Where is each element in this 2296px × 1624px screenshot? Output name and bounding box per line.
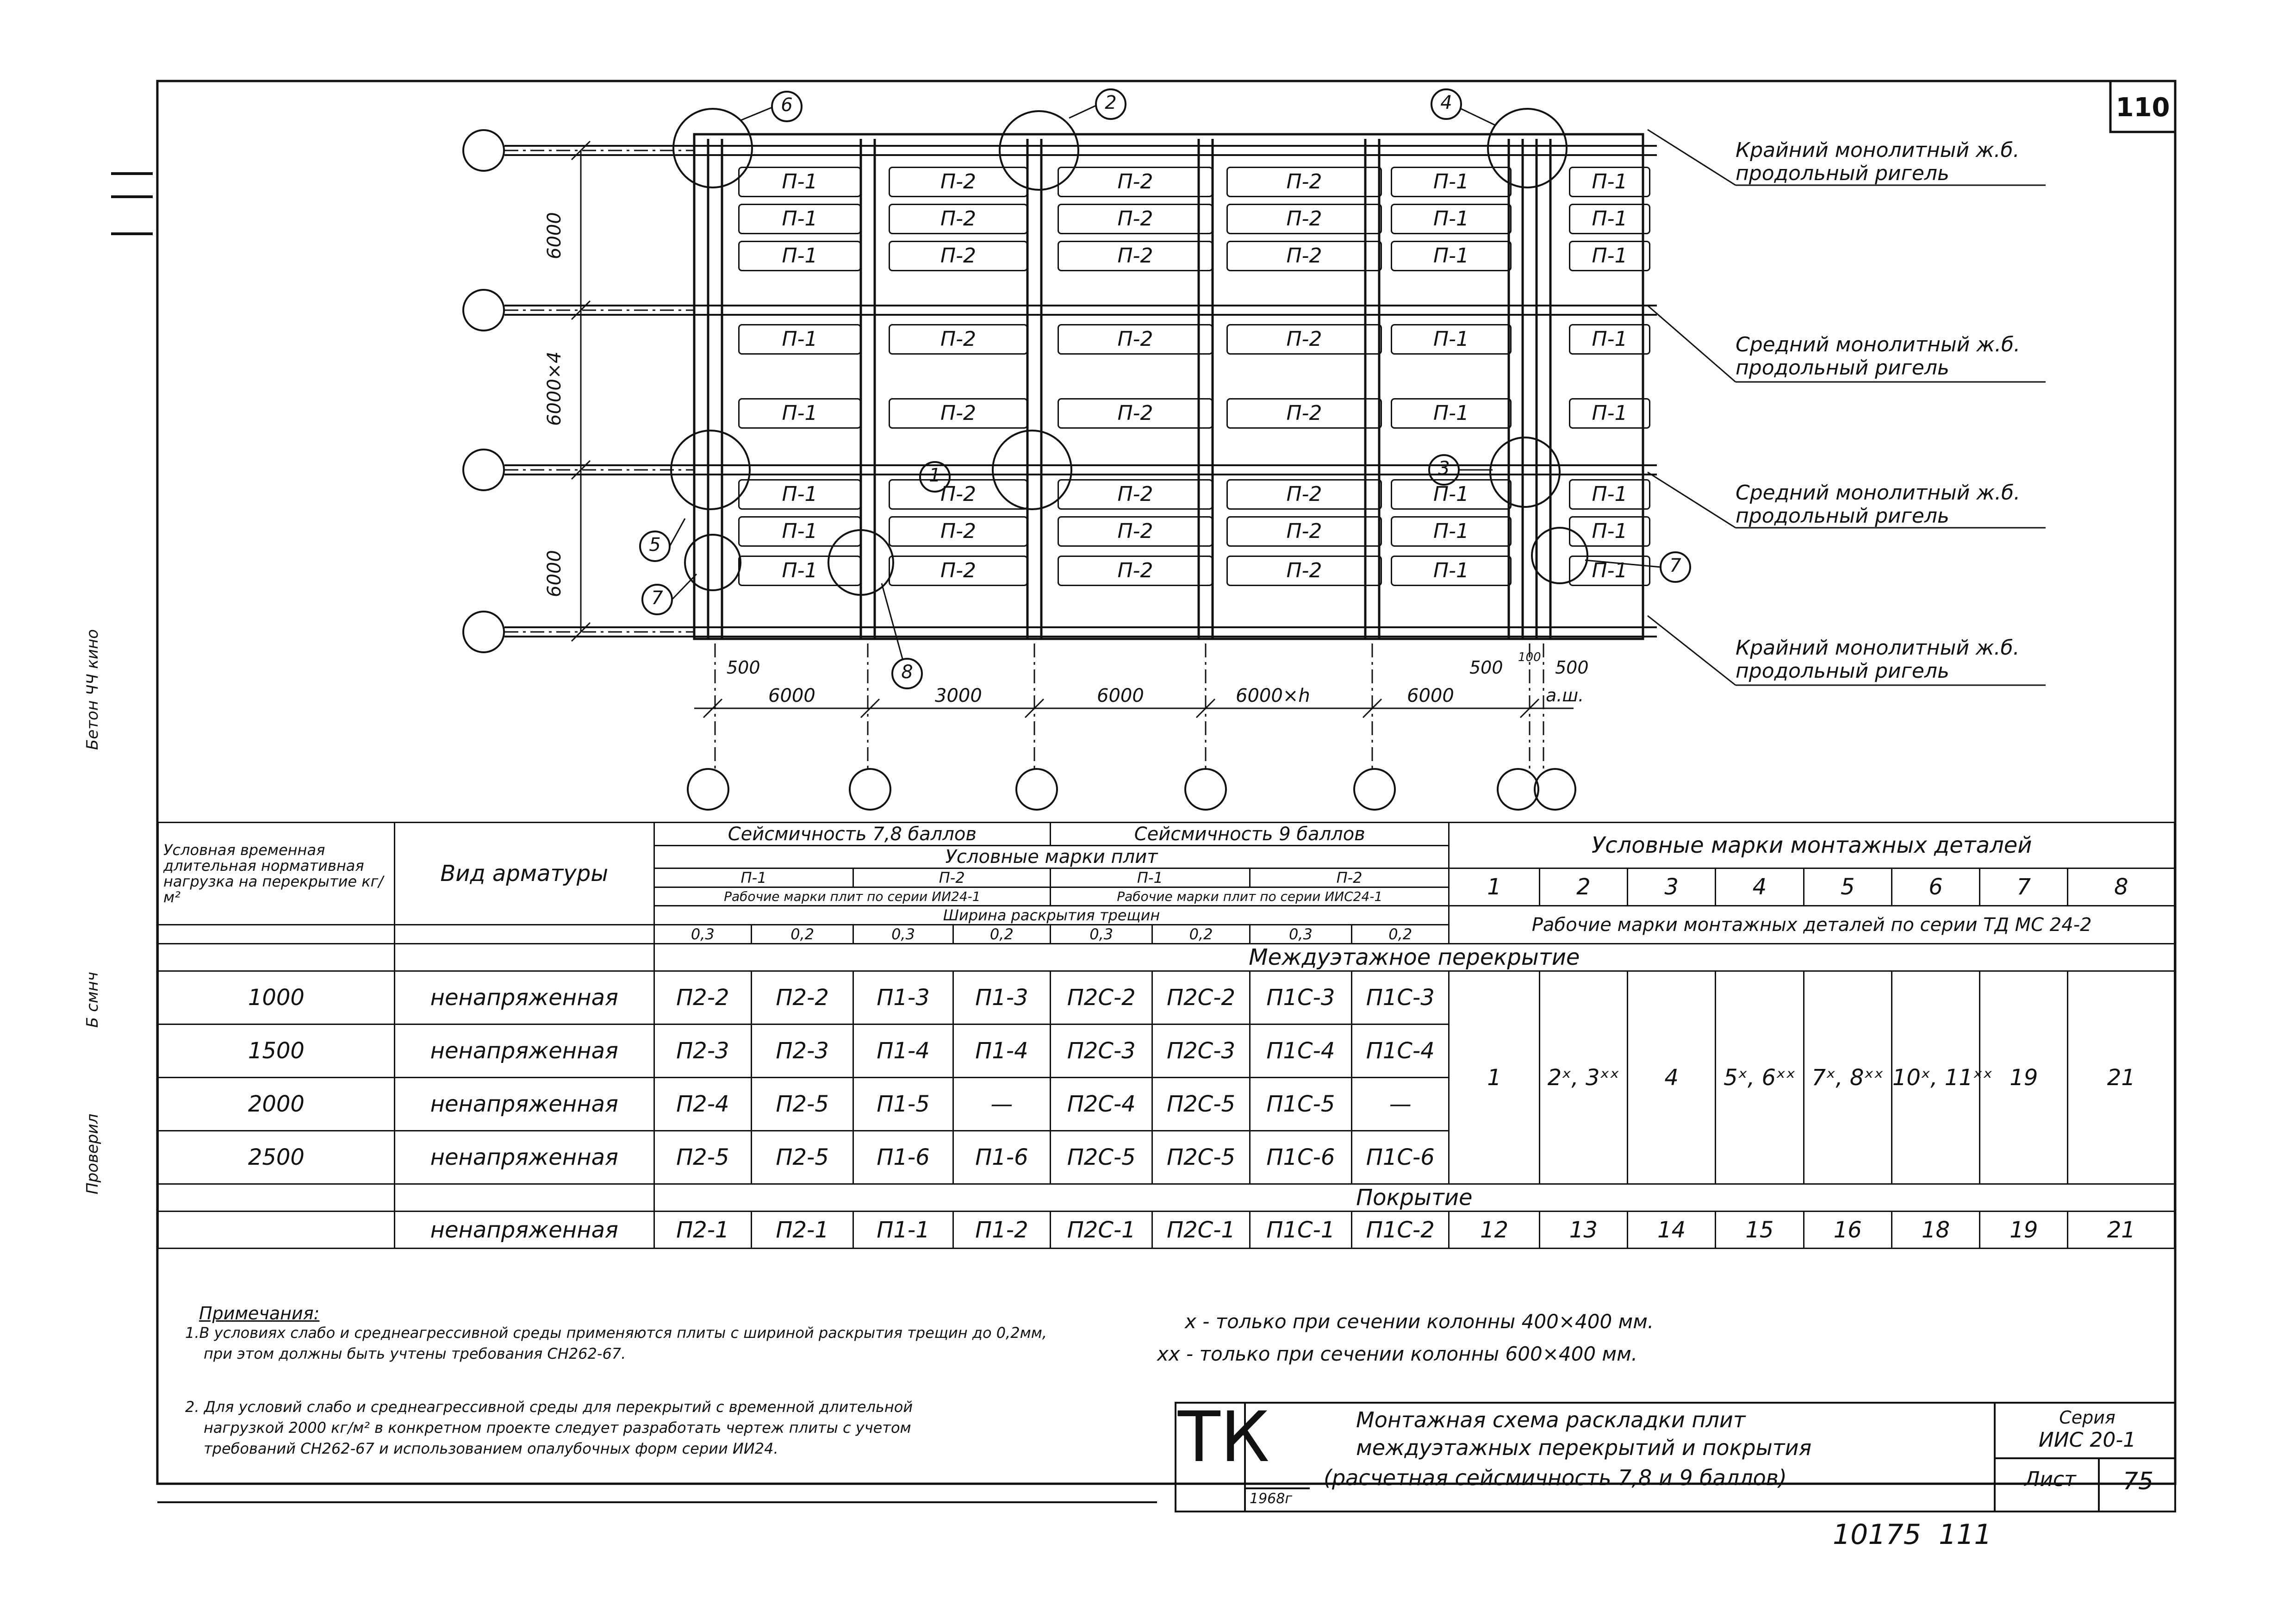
mount-mark: 12: [1449, 1212, 1539, 1249]
slab-mark: П1-6: [953, 1131, 1050, 1184]
header-seismic-9: Сейсмичность 9 баллов: [1051, 823, 1449, 846]
crack-value: 0,2: [752, 925, 853, 944]
mount-num: 3: [1627, 868, 1715, 906]
mount-mark: 15: [1716, 1212, 1804, 1249]
slab-mark: —: [953, 1078, 1050, 1131]
section-roof: Покрытие: [654, 1184, 2174, 1212]
floor-panel: П-1: [1569, 167, 1650, 197]
floor-panel: П-2: [889, 479, 1028, 510]
slab-mark: —: [1352, 1078, 1449, 1131]
load-value: 2000: [158, 1078, 395, 1131]
slab-mark: П1С-6: [1250, 1131, 1351, 1184]
dimension-label: 6000: [768, 685, 815, 706]
crack-value: 0,3: [1051, 925, 1152, 944]
crack-value: 0,3: [654, 925, 751, 944]
mount-num: 4: [1716, 868, 1804, 906]
floor-panel: П-2: [1226, 516, 1382, 547]
load-value: 2500: [158, 1131, 395, 1184]
titleblock-title-3: (расчетная сейсмичность 7,8 и 9 баллов): [1324, 1465, 1787, 1490]
header-p2: П-2: [853, 868, 1051, 887]
mount-mark: 2ˣ, 3ˣˣ: [1539, 971, 1627, 1184]
mount-mark: 7ˣ, 8ˣˣ: [1804, 971, 1892, 1184]
sheet-corner-number: 110: [2116, 93, 2170, 123]
slab-mark: П1С-3: [1250, 971, 1351, 1024]
tk-logo: ТК: [1178, 1397, 1270, 1478]
floor-panel: П-2: [889, 167, 1028, 197]
dimension-label: а.ш.: [1546, 685, 1584, 706]
header-seismic-78: Сейсмичность 7,8 баллов: [654, 823, 1050, 846]
floor-panel: П-1: [738, 479, 861, 510]
side-stamp-1: Бетон ЧЧ кино: [83, 629, 102, 750]
slab-mark: П1С-2: [1352, 1212, 1449, 1249]
header-p1-seis: П-1: [1051, 868, 1250, 887]
mount-num: 2: [1539, 868, 1627, 906]
crack-value: 0,2: [953, 925, 1050, 944]
floor-panel: П-1: [1391, 398, 1512, 429]
header-load: Условная временная длительная нормативная нагрузка на перекрытие кг/м²: [158, 823, 395, 925]
header-p1: П-1: [654, 868, 853, 887]
crack-value: 0,3: [853, 925, 953, 944]
mount-mark: 21: [2068, 1212, 2175, 1249]
dimension-label: 500: [1469, 657, 1503, 678]
slab-mark: П1С-3: [1352, 971, 1449, 1024]
floor-panel: П-2: [1058, 556, 1213, 586]
header-p2-seis: П-2: [1250, 868, 1449, 887]
header-crack-width: Ширина раскрытия трещин: [654, 906, 1449, 925]
slab-mark: П2С-5: [1152, 1078, 1250, 1131]
series-label: Серия: [2059, 1407, 2116, 1428]
floor-panel: П-2: [1058, 479, 1213, 510]
dimension-label: 500: [727, 657, 760, 678]
crack-spacer: [394, 925, 654, 944]
floor-panel: П-1: [1569, 556, 1650, 586]
floor-panel: П-1: [1391, 556, 1512, 586]
callout-number: 6: [781, 94, 793, 116]
slab-mark: П1С-4: [1250, 1024, 1351, 1078]
slab-mark: П2-1: [752, 1212, 853, 1249]
floor-panel: П-1: [738, 167, 861, 197]
floor-panel: П-2: [1226, 556, 1382, 586]
slab-mark: П1С-6: [1352, 1131, 1449, 1184]
slab-mark: П2С-3: [1051, 1024, 1152, 1078]
slab-mark: П2С-5: [1152, 1131, 1250, 1184]
roof-load-empty: [158, 1212, 395, 1249]
slab-mark: П2С-4: [1051, 1078, 1152, 1131]
floor-panel: П-1: [1391, 516, 1512, 547]
armature-type: ненапряженная: [394, 1078, 654, 1131]
slab-mark: П1С-4: [1352, 1024, 1449, 1078]
floor-panel: П-1: [1391, 241, 1512, 271]
callout-number: 4: [1440, 92, 1452, 113]
side-stamp-3: Проверил: [83, 1113, 102, 1194]
slab-mark: П1-4: [853, 1024, 953, 1078]
slab-mark: П2-5: [654, 1131, 751, 1184]
slab-mark: П1С-1: [1250, 1212, 1351, 1249]
slab-mark: П2-5: [752, 1131, 853, 1184]
floor-panel: П-2: [889, 241, 1028, 271]
slab-mark: П1-1: [853, 1212, 953, 1249]
dimension-label: 3000: [935, 685, 982, 706]
leader-label-edge-bottom: Крайний монолитный ж.б. продольный ригель: [1736, 636, 2020, 683]
floor-panel: П-2: [1226, 324, 1382, 355]
notes-title: Примечания:: [199, 1303, 320, 1324]
section-floor: Междуэтажное перекрытие: [654, 944, 2174, 971]
section-spacer: [158, 1184, 395, 1212]
crack-value: 0,2: [1352, 925, 1449, 944]
spec-table: [157, 822, 2175, 1249]
mount-mark: 16: [1804, 1212, 1892, 1249]
leader-label-mid-1: Средний монолитный ж.б. продольный ригель: [1736, 333, 2021, 380]
slab-mark: П1С-5: [1250, 1078, 1351, 1131]
floor-panel: П-1: [1391, 204, 1512, 234]
footnote-xx: хх - только при сечении колонны 600×400 мм.: [1157, 1343, 1638, 1365]
section-spacer: [394, 944, 654, 971]
armature-type: ненапряженная: [394, 1212, 654, 1249]
mount-num: 6: [1892, 868, 1979, 906]
note-1b: при этом должны быть учтены требования СН262-67.: [204, 1345, 626, 1362]
armature-type: ненапряженная: [394, 1131, 654, 1184]
floor-panel: П-2: [889, 324, 1028, 355]
titleblock-year: 1968г: [1250, 1491, 1293, 1507]
floor-panel: П-2: [1058, 241, 1213, 271]
floor-panel: П-1: [738, 324, 861, 355]
callout-number: 2: [1105, 92, 1117, 113]
slab-mark: П1-2: [953, 1212, 1050, 1249]
slab-mark: П2С-5: [1051, 1131, 1152, 1184]
slab-mark: П1-3: [853, 971, 953, 1024]
floor-panel: П-2: [1226, 204, 1382, 234]
floor-panel: П-1: [738, 204, 861, 234]
mount-num: 1: [1449, 868, 1539, 906]
load-value: 1500: [158, 1024, 395, 1078]
floor-panel: П-2: [889, 556, 1028, 586]
slab-mark: П2С-2: [1152, 971, 1250, 1024]
slab-mark: П2-3: [654, 1024, 751, 1078]
floor-panel: П-1: [1569, 479, 1650, 510]
floor-panel: П-1: [1569, 204, 1650, 234]
slab-mark: П2С-1: [1152, 1212, 1250, 1249]
dimension-label: 100: [1518, 650, 1541, 664]
floor-panel: П-2: [1058, 398, 1213, 429]
floor-panel: П-1: [738, 398, 861, 429]
mount-mark: 19: [1980, 971, 2068, 1184]
slab-mark: П2С-1: [1051, 1212, 1152, 1249]
slab-mark: П1-3: [953, 971, 1050, 1024]
header-work-marks-1: Рабочие марки плит по серии ИИ24-1: [654, 887, 1050, 906]
mount-mark: 1: [1449, 971, 1539, 1184]
header-armature: Вид арматуры: [394, 823, 654, 925]
note-1a: 1.В условиях слабо и среднеагрессивной среды применяются плиты с шириной раскрытия трещин до 0,2мм,: [185, 1324, 1047, 1342]
armature-type: ненапряженная: [394, 1024, 654, 1078]
load-value: 1000: [158, 971, 395, 1024]
crack-value: 0,3: [1250, 925, 1351, 944]
floor-panel: П-1: [738, 241, 861, 271]
slab-mark: П2-5: [752, 1078, 853, 1131]
section-spacer: [394, 1184, 654, 1212]
header-slab-marks: Условные марки плит: [654, 846, 1449, 868]
floor-panel: П-1: [1569, 516, 1650, 547]
series-value: ИИС 20-1: [2038, 1428, 2136, 1452]
floor-panel: П-1: [738, 556, 861, 586]
mount-mark: 13: [1539, 1212, 1627, 1249]
dimension-label: 6000: [1407, 685, 1454, 706]
callout-number: 7: [651, 587, 663, 609]
titleblock-title-2: междуэтажных перекрытий и покрытия: [1356, 1435, 1812, 1460]
slab-mark: П1-4: [953, 1024, 1050, 1078]
slab-mark: П2-3: [752, 1024, 853, 1078]
callout-number: 8: [901, 662, 913, 683]
titleblock-title-1: Монтажная схема раскладки плит: [1356, 1407, 1746, 1432]
crack-spacer: [158, 925, 395, 944]
floor-panel: П-2: [1058, 324, 1213, 355]
mount-mark: 4: [1627, 971, 1715, 1184]
mount-mark: 10ˣ, 11ˣˣ: [1892, 971, 1979, 1184]
slab-mark: П2-4: [654, 1078, 751, 1131]
floor-panel: П-2: [1058, 204, 1213, 234]
armature-type: ненапряженная: [394, 971, 654, 1024]
note-2b: нагрузкой 2000 кг/м² в конкретном проекте следует разработать чертеж плиты с учетом: [204, 1419, 911, 1437]
leader-label-edge-top: Крайний монолитный ж.б. продольный ригель: [1736, 138, 2020, 185]
dimension-label: 500: [1555, 657, 1589, 678]
floor-panel: П-1: [1569, 241, 1650, 271]
floor-panel: П-2: [889, 516, 1028, 547]
slab-mark: П1-5: [853, 1078, 953, 1131]
header-work-marks-2: Рабочие марки плит по серии ИИС24-1: [1051, 887, 1449, 906]
mount-num: 7: [1980, 868, 2068, 906]
leader-label-mid-2: Средний монолитный ж.б. продольный ригель: [1736, 481, 2021, 528]
floor-panel: П-1: [738, 516, 861, 547]
mount-num: 5: [1804, 868, 1892, 906]
mount-mark: 21: [2068, 971, 2175, 1184]
mount-mark: 14: [1627, 1212, 1715, 1249]
dimension-label: 6000: [1097, 685, 1144, 706]
slab-mark: П2С-3: [1152, 1024, 1250, 1078]
floor-panel: П-1: [1569, 324, 1650, 355]
slab-mark: П2-2: [752, 971, 853, 1024]
slab-mark: П2-1: [654, 1212, 751, 1249]
section-spacer: [158, 944, 395, 971]
slab-mark: П2-2: [654, 971, 751, 1024]
floor-panel: П-2: [889, 398, 1028, 429]
floor-panel: П-2: [1226, 167, 1382, 197]
floor-panel: П-2: [1058, 167, 1213, 197]
note-2c: требований СН262-67 и использованием опалубочных форм серии ИИ24.: [204, 1440, 778, 1457]
header-mount-work-marks: Рабочие марки монтажных деталей по серии ТД МС 24-2: [1449, 906, 2175, 944]
mount-mark: 5ˣ, 6ˣˣ: [1716, 971, 1804, 1184]
floor-panel: П-1: [1391, 479, 1512, 510]
slab-mark: П2С-2: [1051, 971, 1152, 1024]
floor-panel: П-2: [1226, 398, 1382, 429]
footnote-x: х - только при сечении колонны 400×400 мм.: [1185, 1310, 1654, 1333]
side-stamp-2: Б смнч: [83, 972, 102, 1028]
sheet-number: 75: [2122, 1468, 2154, 1495]
mount-num: 8: [2068, 868, 2175, 906]
dimension-label: 6000: [544, 550, 565, 597]
inventory-number: 10175 111: [1833, 1518, 1992, 1551]
floor-panel: П-2: [889, 204, 1028, 234]
callout-number: 5: [649, 534, 661, 556]
floor-panel: П-2: [1226, 241, 1382, 271]
dimension-label: 6000×4: [544, 351, 565, 426]
callout-number: 1: [929, 465, 941, 486]
floor-panel: П-2: [1226, 479, 1382, 510]
dimension-label: 6000: [544, 212, 565, 259]
floor-panel: П-1: [1391, 324, 1512, 355]
dimension-label: 6000×h: [1236, 685, 1310, 706]
header-mount-marks: Условные марки монтажных деталей: [1449, 823, 2175, 868]
crack-value: 0,2: [1152, 925, 1250, 944]
callout-number: 7: [1669, 555, 1681, 576]
mount-mark: 18: [1892, 1212, 1979, 1249]
floor-panel: П-1: [1391, 167, 1512, 197]
callout-number: 3: [1438, 458, 1450, 479]
slab-mark: П1-6: [853, 1131, 953, 1184]
sheet-label: Лист: [2024, 1468, 2076, 1491]
floor-panel: П-1: [1569, 398, 1650, 429]
floor-panel: П-2: [1058, 516, 1213, 547]
note-2a: 2. Для условий слабо и среднеагрессивной среды для перекрытий с временной длительной: [185, 1398, 913, 1416]
mount-mark: 19: [1980, 1212, 2068, 1249]
